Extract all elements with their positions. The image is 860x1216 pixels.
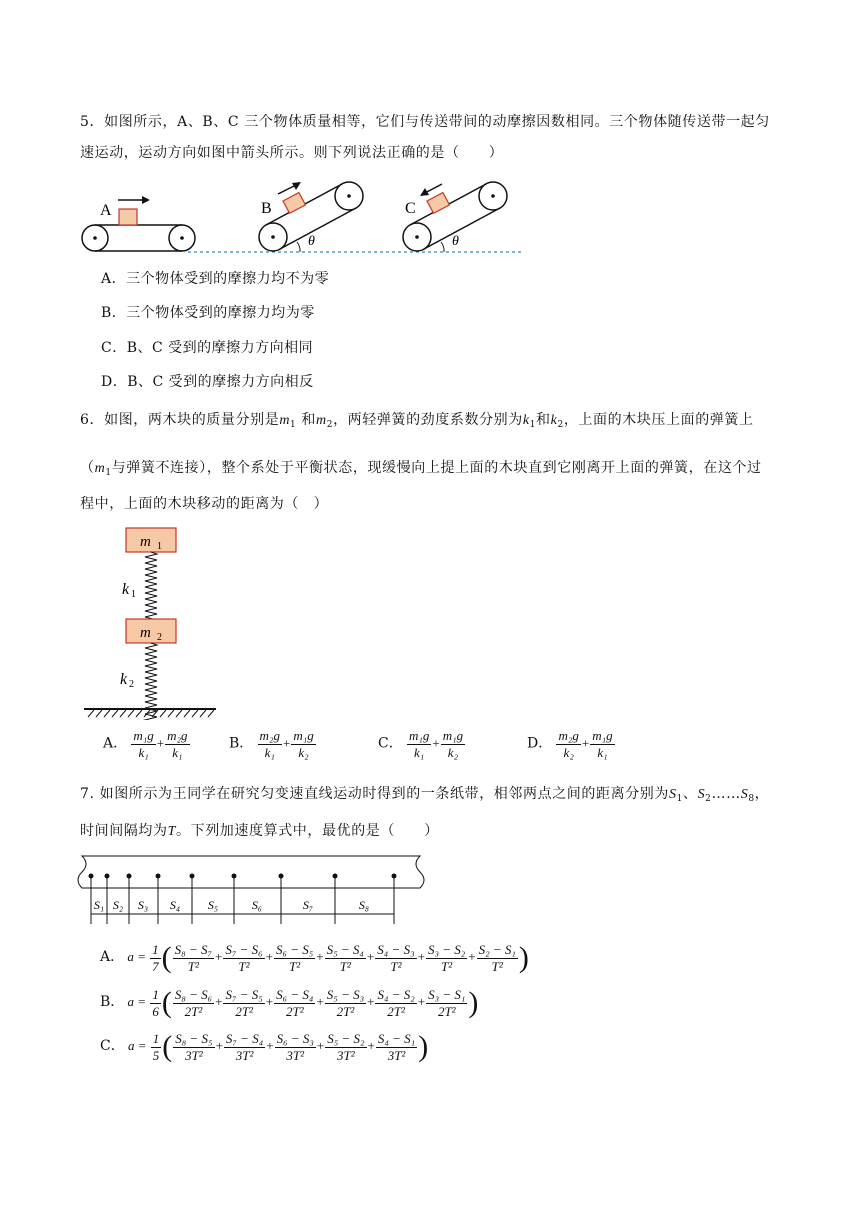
denominator: T² — [441, 958, 453, 974]
fraction — [291, 728, 315, 761]
label-m1: m — [140, 534, 151, 550]
sub: 2 — [326, 420, 334, 430]
belt-b — [259, 182, 363, 252]
tape-label: S₅ — [207, 898, 219, 912]
fraction — [375, 987, 416, 1020]
fraction — [173, 987, 214, 1020]
denominator: T² — [238, 958, 250, 974]
sub: 2 — [129, 679, 134, 690]
option-letter: B． — [229, 735, 254, 752]
fraction — [150, 942, 161, 975]
denominator: 7 — [152, 958, 159, 974]
right-paren: ) — [518, 941, 529, 974]
fraction — [477, 942, 518, 975]
plus-sign: + — [266, 1037, 274, 1053]
option-letter: C． — [378, 735, 403, 752]
formula-prefix: a = — [124, 1037, 150, 1053]
q5-option-b[interactable]: B．三个物体受到的摩擦力均为零 — [101, 305, 315, 321]
sub: 1 — [157, 541, 162, 552]
theta-b: θ — [308, 234, 315, 249]
denominator: T² — [187, 958, 199, 974]
fraction — [325, 942, 366, 975]
label-a: A — [100, 202, 112, 219]
numerator: m₂g — [259, 728, 280, 743]
denominator: k₁ — [138, 745, 149, 760]
denominator: 2T² — [285, 1003, 304, 1019]
block-b — [283, 193, 305, 214]
formula-prefix: a = — [124, 993, 150, 1009]
left-paren: ( — [161, 941, 172, 974]
fraction — [224, 1031, 265, 1064]
q7-option-c[interactable] — [100, 1030, 428, 1064]
q7-option-a[interactable] — [100, 941, 529, 975]
sub: 2 — [557, 420, 564, 430]
denominator: T² — [289, 958, 301, 974]
q7-l1-c: …… — [711, 786, 741, 802]
denominator: 6 — [152, 1003, 159, 1019]
numerator: m₁g — [293, 728, 314, 743]
plus-sign: + — [265, 993, 274, 1009]
q7-text-line1: 7. 如图所示为王同学在研究匀变速直线运动时得到的一条纸带，相邻两点之间的距离分别为$S_1$、$S_2\dots\dots S_8$， — [80, 786, 770, 804]
fraction — [151, 1031, 162, 1064]
var-s: S — [697, 787, 706, 802]
q6-text-line1 — [80, 410, 754, 435]
numerator: S₈ − S₆ — [174, 986, 213, 1002]
numerator: S₆ − S₅ — [275, 941, 314, 957]
fraction — [173, 1031, 214, 1064]
tape-label: S₁ — [93, 898, 105, 912]
tape-label: S₈ — [358, 898, 370, 912]
plus-sign: + — [367, 1037, 375, 1053]
label-b: B — [261, 200, 272, 217]
plus-sign: + — [468, 948, 476, 964]
numerator: S₄ − S₂ — [377, 986, 415, 1002]
numerator: m₁g — [592, 728, 613, 743]
plus-sign: + — [214, 948, 223, 964]
denominator: k₁ — [597, 745, 608, 760]
numerator: S₇ − S₆ — [225, 941, 263, 957]
q6-option-b[interactable]: B． $\frac{\text{m₂g}}{\text{k₁}}$ + $\frac{\text{m₁g}}{\text{k₂}}$ — [229, 728, 314, 760]
sub: 1 — [105, 468, 112, 478]
q6-l1-e: ，上面的木块压上面的弹簧上 — [563, 412, 754, 428]
tape-label: S₇ — [302, 898, 314, 912]
denominator: k₂ — [447, 745, 459, 760]
plus-sign: + — [215, 993, 223, 1009]
fraction — [325, 1031, 366, 1064]
numerator: S₄ − S₁ — [377, 1030, 416, 1046]
left-paren: ( — [161, 986, 172, 1019]
denominator: k₂ — [563, 745, 574, 760]
numerator: S₆ − S₃ — [276, 1030, 314, 1046]
option-letter: A． — [100, 948, 125, 965]
numerator: m₂g — [558, 728, 579, 743]
numerator: S₃ − S₂ — [427, 941, 466, 957]
block-m2 — [126, 619, 176, 643]
q6-l1-c: ，两轻弹簧的劲度系数分别为 — [333, 412, 523, 428]
plus-sign: + — [417, 993, 426, 1009]
q7-l2-a: 时间间隔均为 — [80, 823, 168, 839]
denominator: 3T² — [185, 1047, 203, 1063]
fraction — [150, 987, 161, 1020]
q5-option-d[interactable]: D．B、C 受到的摩擦力方向相反 — [101, 374, 314, 390]
sub: 1 — [676, 794, 683, 804]
denominator: 3T² — [235, 1047, 254, 1063]
option-letter: C． — [100, 1037, 125, 1054]
q6-l1-a: 6．如图，两木块的质量分别是 — [80, 412, 280, 428]
sub: 1 — [131, 589, 136, 600]
numerator: S₃ − S₁ — [428, 986, 466, 1002]
fraction — [426, 942, 467, 975]
var-k: k — [550, 413, 558, 428]
label-m2: m — [140, 625, 151, 641]
numerator: m₁g — [133, 728, 154, 743]
block-m1 — [126, 528, 176, 552]
option-letter: B． — [100, 993, 125, 1010]
var-m: m — [94, 461, 106, 476]
numerator: 1 — [152, 1030, 160, 1046]
q5-text-line2: 速运动，运动方向如图中箭头所示。则下列说法正确的是（ ） — [80, 145, 504, 161]
fraction — [590, 728, 614, 761]
numerator: 1 — [152, 986, 159, 1002]
q7-option-b[interactable] — [100, 986, 478, 1020]
denominator: 3T² — [286, 1047, 305, 1063]
block-a — [119, 209, 137, 225]
sub: 1 — [290, 420, 297, 430]
plus-sign: + — [367, 993, 375, 1009]
denominator: 2T² — [437, 1003, 456, 1019]
q7-l1-a: 7. 如图所示为王同学在研究匀变速直线运动时得到的一条纸带，相邻两点之间的距离分别为 — [80, 786, 670, 802]
denominator: k₁ — [414, 745, 425, 760]
numerator: S₅ − S₄ — [326, 941, 364, 957]
plus-sign: + — [417, 948, 425, 964]
var-t: T — [167, 824, 176, 839]
numerator: S₆ − S₄ — [276, 986, 314, 1002]
right-paren: ) — [468, 986, 479, 1019]
q6-l1-b: 和 — [301, 412, 317, 428]
numerator: S₄ − S₃ — [377, 941, 415, 957]
fraction — [223, 987, 264, 1020]
tape-label: S₆ — [251, 898, 263, 912]
sub: 1 — [529, 420, 537, 430]
fraction — [325, 987, 366, 1020]
numerator: 1 — [152, 941, 159, 957]
numerator: m₁g — [408, 728, 430, 743]
q5-text-line1: 5．如图所示，A、B、C 三个物体质量相等，它们与传送带间的动摩擦因数相同。三个物体随传送带一起匀 — [80, 114, 770, 130]
option-letter: A． — [103, 735, 128, 752]
numerator: S₅ − S₃ — [326, 986, 365, 1002]
var-m: m — [279, 413, 291, 428]
fraction — [441, 728, 465, 761]
denominator: T² — [390, 958, 402, 974]
var-s: S — [669, 787, 677, 802]
denominator: 3T² — [387, 1047, 406, 1063]
q6-text-line2 — [80, 458, 762, 483]
numerator: S₈ − S₅ — [175, 1030, 213, 1046]
plus-sign: + — [316, 948, 324, 964]
right-paren: ) — [418, 1030, 429, 1063]
plus-sign: + — [366, 948, 375, 964]
q6-option-a[interactable]: A． $\frac{\text{m₁g}}{\text{k₁}}$ + $\frac{\text{m₂g}}{\text{k₁}}$ — [103, 728, 188, 760]
tape-label: S₃ — [137, 898, 149, 912]
numerator: m₁g — [442, 728, 464, 743]
var-s: S — [740, 787, 749, 802]
numerator: S₂ − S₁ — [478, 941, 516, 957]
numerator: S₈ − S₇ — [174, 941, 212, 957]
q5-option-c[interactable]: C．B、C 受到的摩擦力方向相同 — [101, 340, 314, 356]
denominator: k₁ — [264, 745, 275, 760]
denominator: k₁ — [172, 745, 183, 760]
fraction — [556, 728, 580, 761]
option-letter: D． — [527, 735, 553, 752]
denominator: 2T² — [235, 1003, 253, 1019]
denominator: 2T² — [184, 1003, 203, 1019]
left-paren: ( — [162, 1030, 173, 1063]
numerator: S₇ − S₄ — [225, 1030, 264, 1046]
theta-c: θ — [452, 234, 459, 249]
belt-c — [403, 182, 507, 252]
sub: 2 — [157, 632, 162, 643]
q7-paper-tape-figure — [74, 852, 426, 924]
fraction — [274, 987, 315, 1020]
plus-sign: + — [316, 1037, 325, 1053]
numerator: S₇ − S₅ — [225, 986, 263, 1002]
plus-sign: + — [265, 948, 273, 964]
plus-sign: + — [215, 1037, 223, 1053]
denominator: 2T² — [336, 1003, 355, 1019]
q5-conveyor-figure — [78, 178, 528, 260]
q6-option-d[interactable]: D． $\frac{\text{m₂g}}{\text{k₂}}$ + $\frac{\text{m₁g}}{\text{k₁}}$ — [527, 728, 613, 760]
block-c — [427, 193, 449, 214]
denominator: k₂ — [298, 745, 309, 760]
fraction — [131, 728, 155, 761]
fraction — [407, 728, 431, 761]
fraction — [274, 942, 315, 975]
q6-l2-a: （ — [80, 460, 95, 476]
label-k1: k — [122, 581, 130, 598]
denominator: T² — [491, 958, 503, 974]
fraction — [426, 987, 467, 1020]
fraction — [376, 1031, 417, 1064]
fraction — [165, 728, 189, 761]
belt-a — [82, 196, 195, 251]
fraction — [275, 1031, 316, 1064]
q6-l2-b: 与弹簧不连接），整个系处于平衡状态，现缓慢向上提上面的木块直到它刚离开上面的弹簧，在这个过 — [111, 460, 762, 476]
q6-l1-d: 和 — [536, 412, 551, 428]
q6-spring-figure — [80, 524, 230, 720]
var-k: k — [522, 413, 530, 428]
fraction — [375, 942, 416, 975]
q7-l1-b: 、 — [682, 786, 698, 802]
plus-sign: + — [316, 993, 324, 1009]
numerator: m₂g — [167, 728, 188, 743]
q7-l1-d: ， — [754, 786, 770, 802]
q7-l2-b: 。下列加速度算式中，最优的是（ ） — [176, 823, 439, 839]
q5-option-a[interactable]: A．三个物体受到的摩擦力均不为零 — [101, 271, 330, 287]
formula-prefix: a = — [124, 948, 150, 964]
denominator: T² — [339, 958, 351, 974]
var-m: m — [316, 413, 327, 428]
q6-option-c[interactable]: C． $\frac{\text{m₁g}}{\text{k₁}}$ + $\frac{\text{m₁g}}{\text{k₂}}$ — [378, 728, 464, 760]
fraction — [258, 728, 282, 761]
tape-label: S₂ — [112, 898, 124, 912]
denominator: 3T² — [337, 1047, 355, 1063]
q6-text-line3: 程中，上面的木块移动的距离为（ ） — [80, 496, 329, 512]
sub: 2 — [705, 794, 712, 804]
fraction — [223, 942, 264, 975]
denominator: 5 — [152, 1047, 160, 1063]
q7-text-line2 — [80, 821, 439, 842]
tape-label: S₄ — [169, 898, 181, 912]
label-k2: k — [120, 671, 128, 688]
numerator: S₅ − S₂ — [327, 1030, 365, 1046]
fraction — [173, 942, 214, 975]
denominator: 2T² — [387, 1003, 405, 1019]
label-c: C — [405, 200, 416, 217]
